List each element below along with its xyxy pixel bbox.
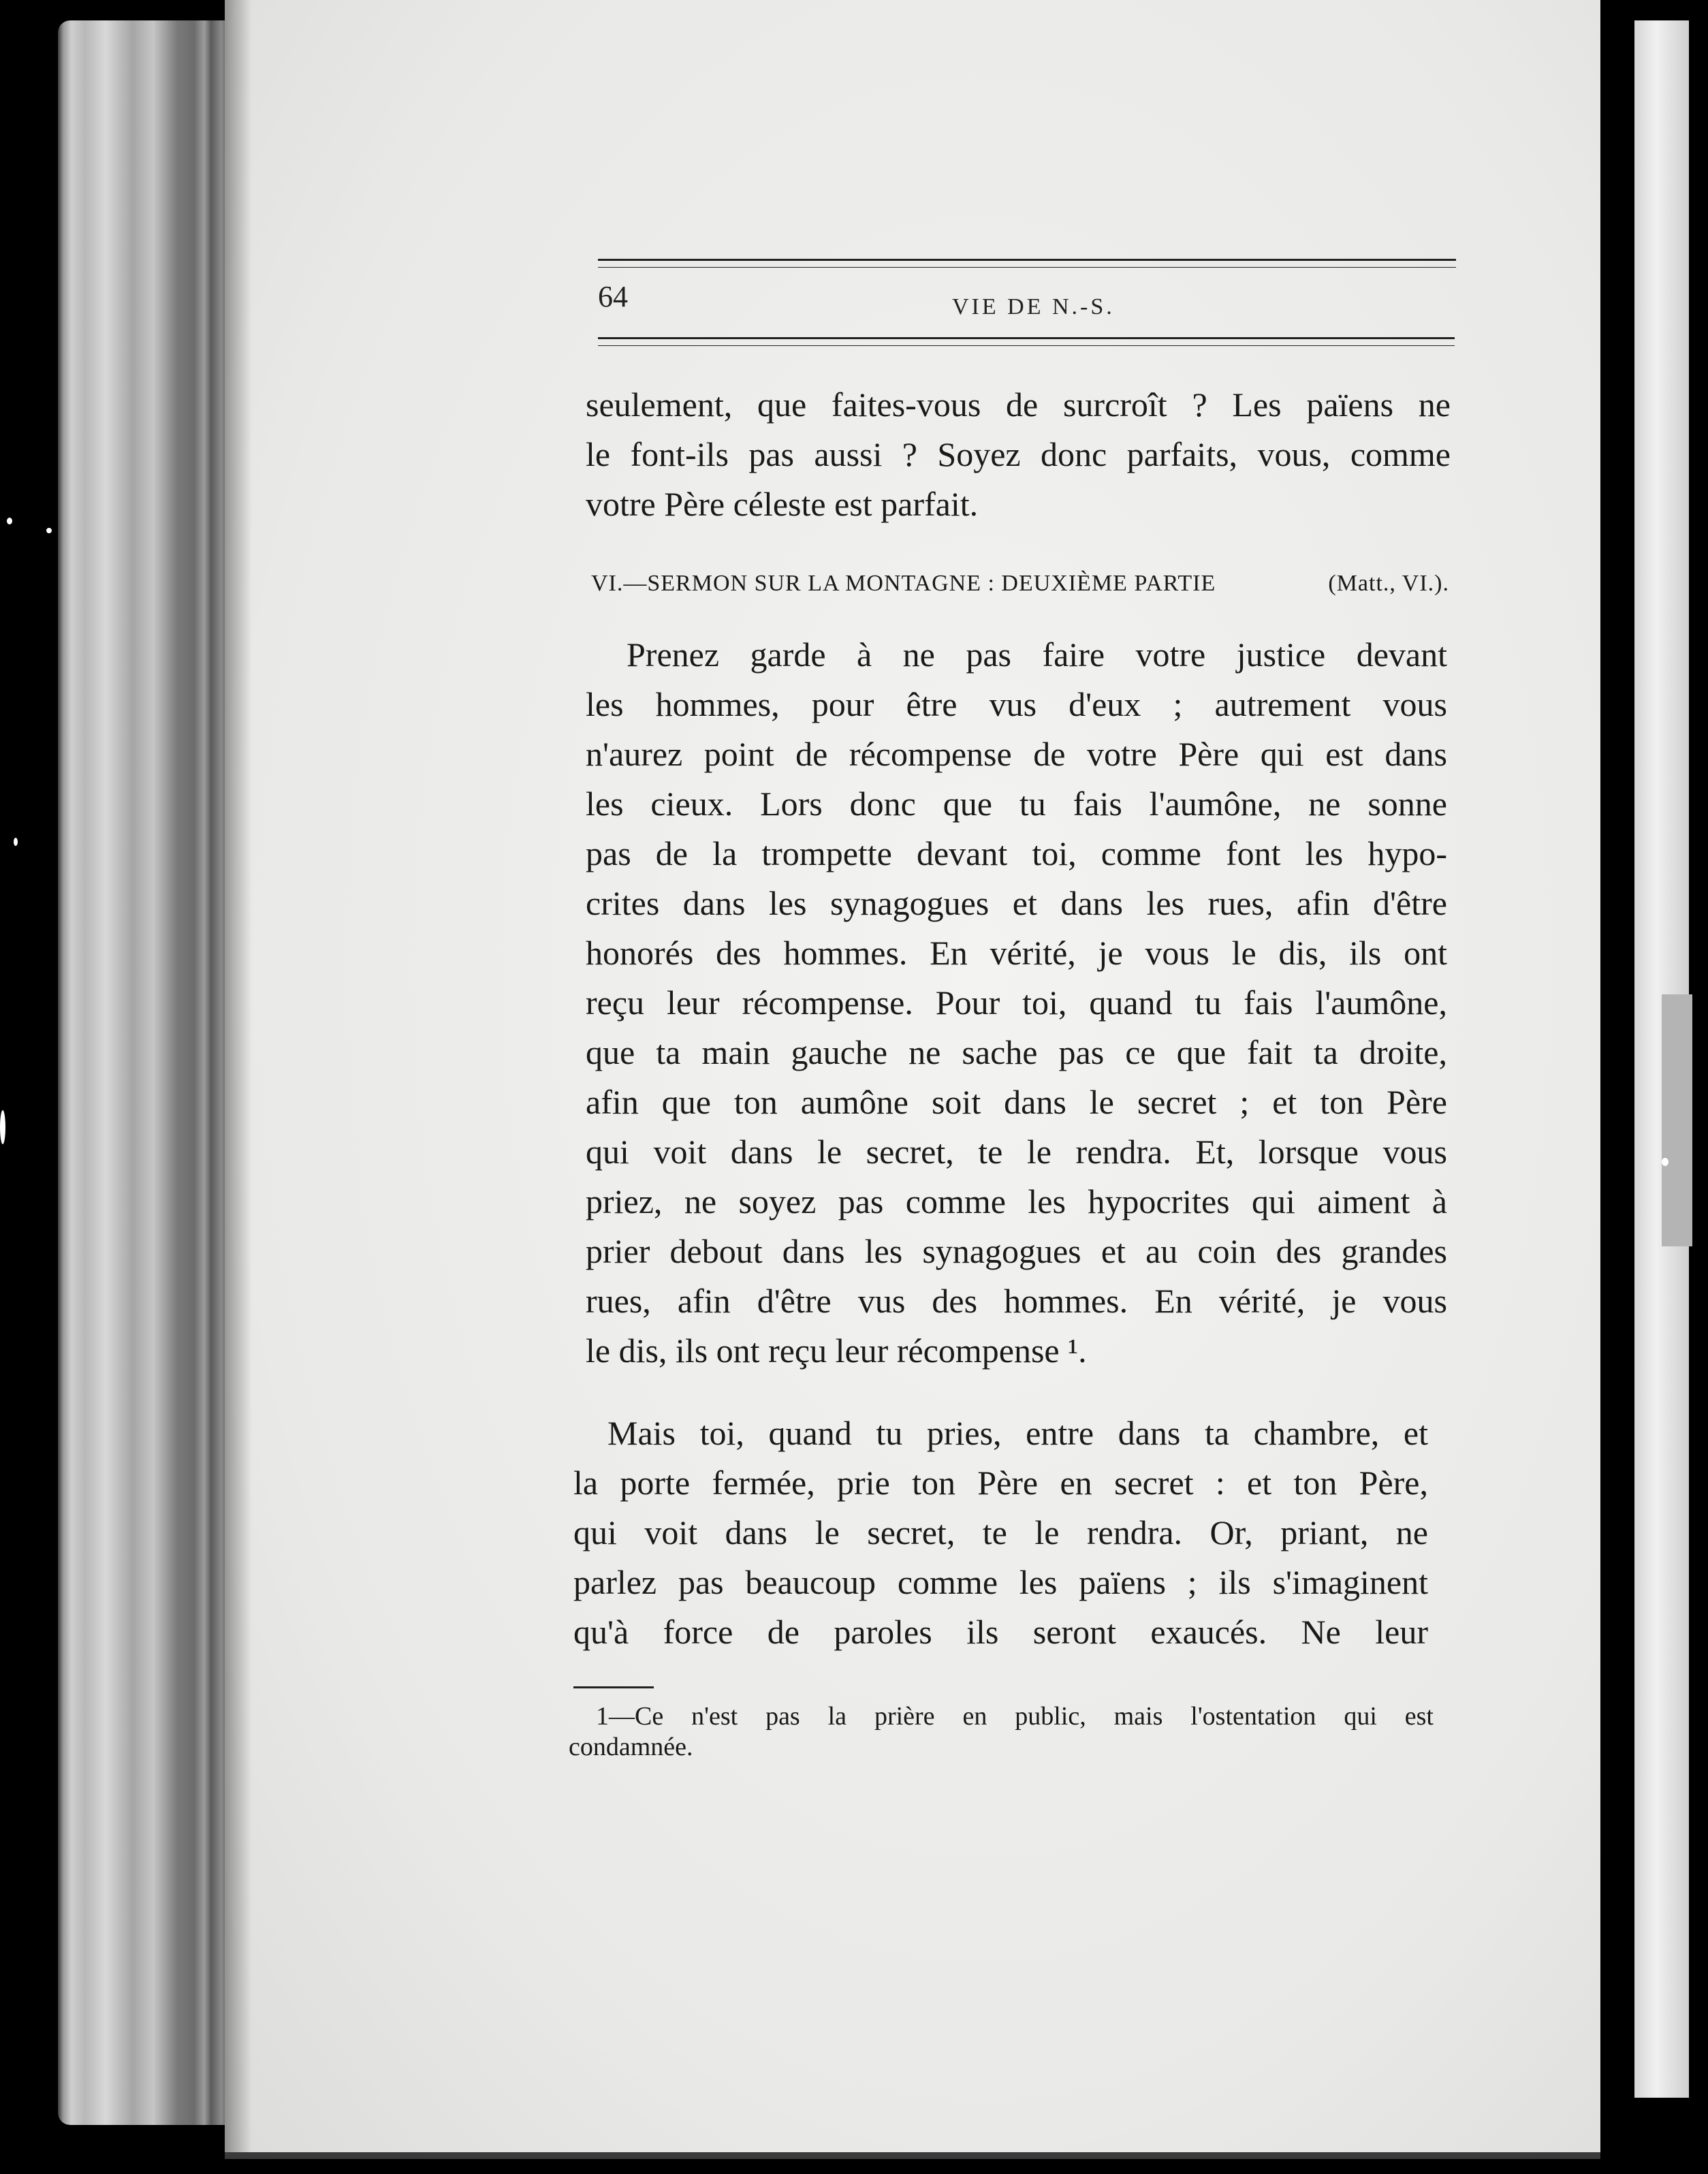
text-line: la porte fermée, prie ton Père en secret : et ton Père, <box>573 1464 1428 1502</box>
scan-speck <box>7 518 12 524</box>
text-line: les cieux. Lors donc que tu fais l'aumône, ne sonne <box>586 785 1447 823</box>
scan-speck <box>46 528 52 533</box>
section-heading <box>591 571 1449 597</box>
footnote-rule <box>573 1686 654 1688</box>
text-line: prier debout dans les synagogues et au coin des grandes <box>586 1232 1447 1270</box>
paragraph-3 <box>573 1408 1428 1657</box>
text-line: afin que ton aumône soit dans le secret ; et ton Père <box>586 1083 1447 1121</box>
scan-speck <box>1662 1158 1669 1166</box>
scan-speck <box>14 838 18 846</box>
text-line: Mais toi, quand tu pries, entre dans ta chambre, et <box>607 1414 1428 1452</box>
paragraph-continuation <box>586 380 1451 529</box>
text-line: qu'à force de paroles ils seront exaucés. Ne leur <box>573 1613 1428 1651</box>
footnote <box>569 1701 1434 1763</box>
header-rule-top <box>598 259 1456 261</box>
text-line: Prenez garde à ne pas faire votre justice devant <box>627 635 1447 674</box>
running-head: VIE DE N.-S. <box>952 294 1115 319</box>
text-line: le dis, ils ont reçu leur récompense ¹. <box>586 1332 1087 1370</box>
text-line: seulement, que faites-vous de surcroît ? Les païens ne <box>586 385 1451 424</box>
page-number: 64 <box>598 280 628 313</box>
text-line: reçu leur récompense. Pour toi, quand tu fais l'aumône, <box>586 983 1447 1022</box>
text-line: parlez pas beaucoup comme les païens ; ils s'imaginent <box>573 1563 1428 1601</box>
header-rule-bottom <box>598 337 1455 339</box>
gutter-shadow <box>225 0 252 2152</box>
text-line: priez, ne soyez pas comme les hypocrites qui aiment à <box>586 1182 1447 1220</box>
section-reference: (Matt., VI.). <box>1328 571 1449 596</box>
section-title: VI.—SERMON SUR LA MONTAGNE : DEUXIÈME PARTIE <box>591 571 1216 596</box>
scan-speck <box>0 1110 5 1144</box>
bookmark-strip <box>1662 994 1692 1246</box>
text-line: qui voit dans le secret, te le rendra. Or, priant, ne <box>573 1513 1428 1551</box>
paragraph-2 <box>586 630 1447 1376</box>
text-line: pas de la trompette devant toi, comme font les hypo- <box>586 834 1447 872</box>
text-line: crites dans les synagogues et dans les rues, afin d'être <box>586 884 1447 922</box>
text-line: honorés des hommes. En vérité, je vous le dis, ils ont <box>586 934 1447 972</box>
footnote-line: 1—Ce n'est pas la prière en public, mais l'ostentation qui est <box>596 1702 1434 1731</box>
book-page-edges <box>58 20 249 2125</box>
footnote-line: condamnée. <box>569 1733 693 1761</box>
text-line: n'aurez point de récompense de votre Père qui est dans <box>586 735 1447 773</box>
text-line: le font-ils pas aussi ? Soyez donc parfaits, vous, comme <box>586 435 1451 473</box>
text-line: les hommes, pour être vus d'eux ; autrement vous <box>586 685 1447 723</box>
text-line: rues, afin d'être vus des hommes. En vérité, je vous <box>586 1282 1447 1320</box>
text-line: que ta main gauche ne sache pas ce que fait ta droite, <box>586 1033 1447 1071</box>
header-rule-top-thin <box>598 267 1456 268</box>
header-rule-bottom-thin <box>598 345 1455 346</box>
text-line: votre Père céleste est parfait. <box>586 485 979 523</box>
text-line: qui voit dans le secret, te le rendra. Et, lorsque vous <box>586 1133 1447 1171</box>
